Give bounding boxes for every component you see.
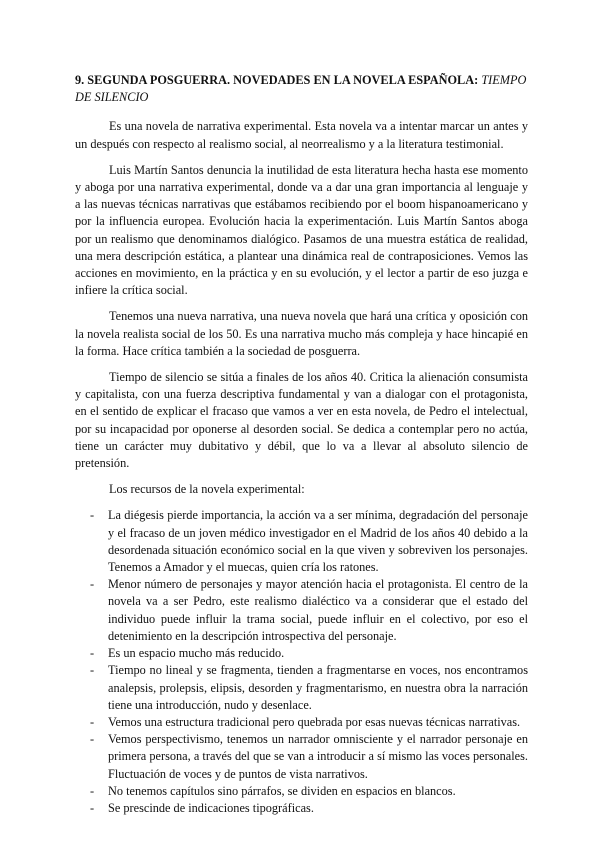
section-title-italic: TIEMPO DE SILENCIO — [75, 73, 527, 105]
bullet-dash: - — [90, 714, 95, 729]
list-item-text: Menor número de personajes y mayor atención hacia el protagonista. El centro de la novela va a ser Pedro, este realismo dialéctico va a considerar que el estado del individuo puede influir la trama social, puede influir en el colectivo, por eso el detenimiento en la descripción introspectiva del personaje. — [108, 577, 528, 643]
bullet-dash: - — [90, 577, 95, 592]
bullet-dash: - — [90, 783, 95, 798]
bullet-dash: - — [90, 663, 95, 678]
bullet-dash: - — [90, 800, 95, 815]
list-item-text: Vemos perspectivismo, tenemos un narrador omnisciente y el narrador personaje en primera persona, a través del que se van a introducir a sí mismo las voces personales. Fluctuación de voces y de puntos de vista narrativos. — [108, 732, 528, 781]
paragraph-setting: Tiempo de silencio se sitúa a finales de los años 40. Critica la alienación consumista y capitalista, con una fuerza descriptiva fundamental y van a dialogar con el protagonista, en el sentido de explicar el fracaso que vamos a ver en esta novela, de Pedro el intelectual, por su incapacidad por oponerse al desorden social. Se dedica a contemplar pero no actúa, tiene un carácter muy dubitativo y débil, que lo va a llevar al absoluto silencio de pretensión. — [75, 370, 528, 471]
list-item — [75, 731, 528, 783]
document-body — [75, 72, 528, 817]
paragraph-new-narrative: Tenemos una nueva narrativa, una nueva novela que hará una crítica y oposición con la novela realista social de los 50. Es una narrativa mucho más compleja y hace hincapié en la forma. Hace crítica también a la sociedad de posguerra. — [75, 309, 528, 358]
bullet-dash: - — [90, 646, 95, 661]
resources-list — [75, 507, 528, 817]
list-item — [75, 645, 528, 662]
list-item-text: Vemos una estructura tradicional pero quebrada por esas nuevas técnicas narrativas. — [108, 714, 521, 729]
list-item-text: No tenemos capítulos sino párrafos, se dividen en espacios en blancos. — [108, 783, 456, 798]
list-item-text: Se prescinde de indicaciones tipográficas. — [108, 800, 314, 815]
list-item — [75, 714, 528, 731]
list-item-text: Tiempo no lineal y se fragmenta, tienden a fragmentarse en voces, nos encontramos analepsis, prolepsis, elipsis, desorden y fragmentarismo, en nuestra obra la narración tiene una introducción, nudo y desenlace. — [108, 663, 528, 712]
list-item — [75, 800, 528, 817]
section-title — [75, 72, 528, 106]
list-item — [75, 507, 528, 576]
paragraph-intro: Es una novela de narrativa experimental. Esta novela va a intentar marcar un antes y un después con respecto al realismo social, al neorrealismo y a la literatura testimonial. — [75, 119, 528, 151]
list-item — [75, 662, 528, 714]
list-item — [75, 576, 528, 645]
list-item — [75, 783, 528, 800]
paragraph-author: Luis Martín Santos denuncia la inutilidad de esta literatura hecha hasta ese momento y aboga por una narrativa experimental, donde va a dar una gran importancia al lenguaje y a las nuevas técnicas narrativas que estábamos recibiendo por el boom hispanoamericano y por la influencia europea. Evolución hacia la experimentación. Luis Martín Santos aboga por un realismo que denominamos dialógico. Pasamos de una muestra estática de realidad, una mera descripción estática, a plantear una dinámica real de contraposiciones. Vemos las acciones en movimiento, en la práctica y en su evolución, y el lector a partir de eso juzga e infiere la crítica social. — [75, 162, 528, 298]
list-item-text: La diégesis pierde importancia, la acción va a ser mínima, degradación del personaje y el fracaso de un joven médico investigador en el Madrid de los años 40 debido a la desordenada situación económico social en la que viven y sobreviven los personajes. Tenemos a Amador y el muecas, quien cría los ratones. — [108, 508, 528, 575]
list-item-text: Es un espacio mucho más reducido. — [108, 646, 285, 661]
section-title-main: 9. SEGUNDA POSGUERRA. NOVEDADES EN LA NOVELA ESPAÑOLA: — [75, 73, 482, 87]
paragraph-resources-heading: Los recursos de la novela experimental: — [109, 482, 305, 497]
bullet-dash: - — [90, 508, 95, 523]
bullet-dash: - — [90, 732, 95, 747]
